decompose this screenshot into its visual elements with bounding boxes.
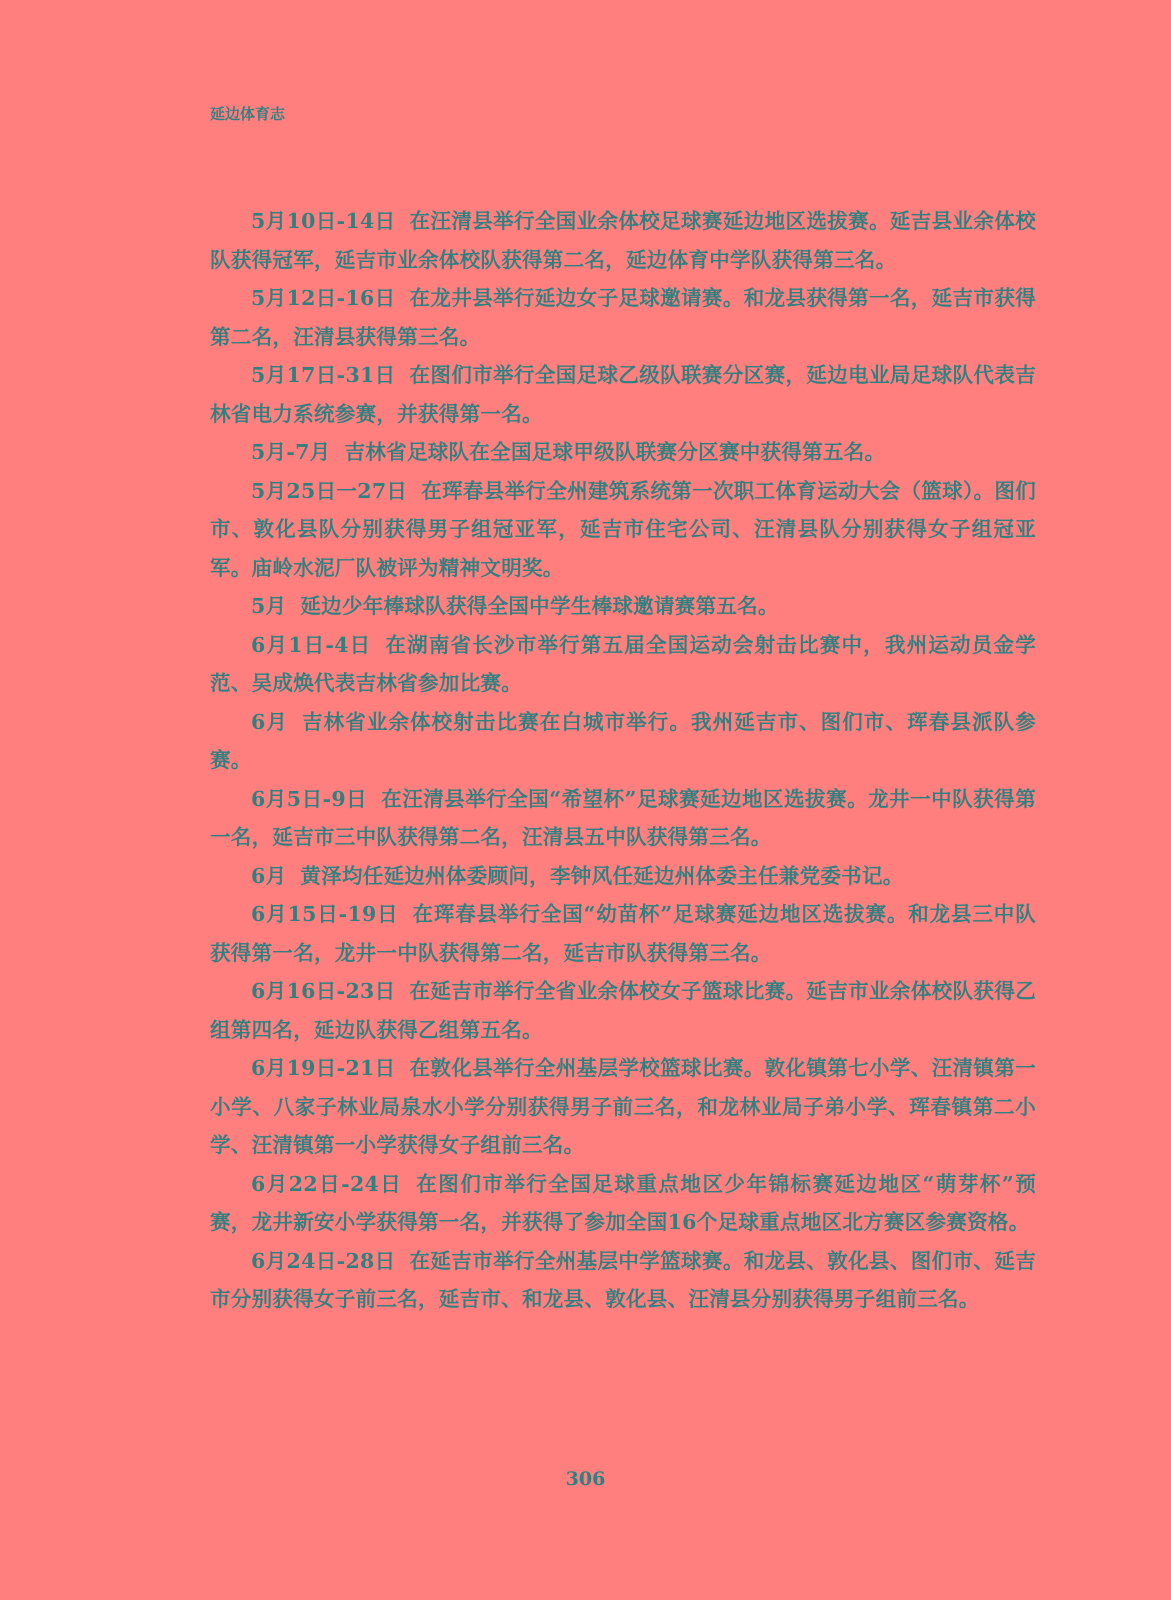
entry-date: 6月1日-4日: [251, 632, 372, 657]
entry-date: 6月: [251, 709, 288, 734]
chronicle-entry: [210, 780, 1036, 857]
chronicle-entry: [210, 1165, 1036, 1242]
entry-text: 在延吉市举行全州基层中学篮球赛。和龙县、敦化县、图们市、延吉市分别获得女子前三名，延吉市、和龙县、敦化县、汪清县分别获得男子组前三名。: [210, 1248, 1037, 1311]
entry-text: 在汪清县举行全国“希望杯”足球赛延边地区选拔赛。龙井一中队获得第一名，延吉市三中队获得第二名，汪清县五中队获得第三名。: [210, 786, 1036, 849]
chronicle-entry: [210, 1242, 1036, 1319]
chronicle-entry: [210, 626, 1036, 703]
entry-date: 5月12日-16日: [251, 286, 396, 310]
entry-date: 6月22日-24日: [251, 1171, 403, 1196]
entry-text: 在图们市举行全国足球乙级队联赛分区赛，延边电业局足球队代表吉林省电力系统参赛，并获得第一名。: [210, 363, 1037, 426]
chronicle-entry: [210, 202, 1036, 279]
entry-date: 5月25日一27日: [251, 478, 408, 503]
entry-date: 5月17日-31日: [251, 363, 396, 387]
entry-text: 延边少年棒球队获得全国中学生棒球邀请赛第五名。: [300, 594, 779, 618]
chronicle-entry: [210, 703, 1036, 780]
entry-text: 在敦化县举行全州基层学校篮球比赛。敦化镇第七小学、汪清镇第一小学、八家子林业局泉水小学分别获得男子前三名，和龙林业局子弟小学、珲春镇第二小学、汪清镇第一小学获得女子组前三名。: [210, 1056, 1037, 1157]
entry-text: 黄泽均任延边州体委顾问，李钟风任延边州体委主任兼党委书记。: [300, 863, 904, 888]
chronicle-entry: [210, 895, 1036, 972]
entry-date: 5月-7月: [251, 440, 331, 464]
page-number: 306: [565, 1468, 606, 1490]
entry-text: 在汪清县举行全国业余体校足球赛延边地区选拔赛。延吉县业余体校队获得冠军，延吉市业余体校队获得第二名，延边体育中学队获得第三名。: [210, 209, 1037, 272]
chronicle-entry: [210, 857, 1036, 896]
entry-date: 6月: [251, 863, 287, 888]
entry-date: 5月10日-14日: [251, 209, 396, 233]
chronicle-body: [210, 202, 1036, 1319]
entry-text: 在图们市举行全国足球重点地区少年锦标赛延边地区“萌芽杯”预赛，龙井新安小学获得第一名，并获得了参加全国16个足球重点地区北方赛区参赛资格。: [210, 1171, 1036, 1234]
chronicle-entry: [210, 472, 1036, 588]
entry-text: 在珲春县举行全州建筑系统第一次职工体育运动大会（篮球）。图们市、敦化县队分别获得男子组冠亚军，延吉市住宅公司、汪清县队分别获得女子组冠亚军。庙岭水泥厂队被评为精神文明奖。: [210, 478, 1036, 580]
running-header: 延边体育志: [210, 105, 286, 123]
entry-date: 5月: [251, 594, 287, 618]
entry-text: 在湖南省长沙市举行第五届全国运动会射击比赛中，我州运动员金学范、吴成焕代表吉林省参加比赛。: [210, 632, 1036, 695]
entry-date: 6月15日-19日: [251, 902, 399, 926]
entry-text: 吉林省业余体校射击比赛在白城市举行。我州延吉市、图们市、珲春县派队参赛。: [210, 709, 1036, 772]
chronicle-entry: [210, 356, 1036, 433]
entry-text: 在珲春县举行全国“幼苗杯”足球赛延边地区选拔赛。和龙县三中队获得第一名，龙井一中队获得第二名，延吉市队获得第三名。: [210, 902, 1036, 965]
entry-text: 在龙井县举行延边女子足球邀请赛。和龙县获得第一名，延吉市获得第二名，汪清县获得第三名。: [210, 286, 1037, 349]
entry-text: 在延吉市举行全省业余体校女子篮球比赛。延吉市业余体校队获得乙组第四名，延边队获得乙组第五名。: [210, 979, 1037, 1042]
chronicle-entry: [210, 587, 1036, 626]
chronicle-entry: [210, 279, 1036, 356]
chronicle-entry: [210, 433, 1036, 472]
entry-date: 6月5日-9日: [251, 786, 368, 811]
chronicle-entry: [210, 1049, 1036, 1165]
entry-date: 6月24日-28日: [251, 1248, 396, 1273]
entry-date: 6月19日-21日: [251, 1056, 396, 1080]
chronicle-entry: [210, 972, 1036, 1049]
entry-date: 6月16日-23日: [251, 979, 396, 1003]
entry-text: 吉林省足球队在全国足球甲级队联赛分区赛中获得第五名。: [344, 440, 886, 464]
